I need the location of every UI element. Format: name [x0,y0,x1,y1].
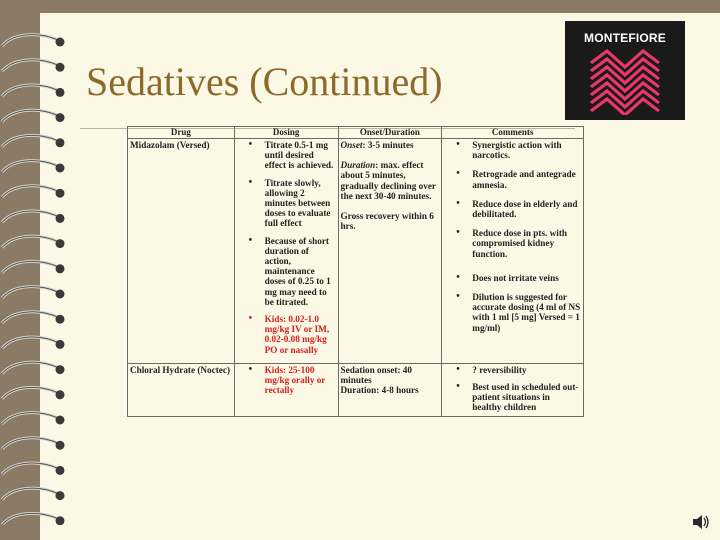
onset-cell [338,139,442,364]
recovery-line: Gross recovery within 6 hrs. [340,211,434,232]
spiral-ring [2,236,58,247]
spiral-hole [56,466,65,475]
spiral-ring [2,161,58,172]
spiral-hole [56,390,65,399]
spiral-ring [2,85,58,96]
spiral-hole [56,239,65,248]
logo-text: MONTEFIORE [584,31,666,45]
duration-label: Duration [340,160,376,171]
spiral-ring [2,110,58,121]
comments-cell [442,363,584,416]
spiral-hole [56,214,65,223]
comment-item: • Reduce dose in elderly and debilitated. [444,199,581,219]
montefiore-logo [565,21,685,120]
spiral-hole [56,113,65,122]
spiral-hole [56,189,65,198]
spiral-ring [2,463,58,474]
spiral-ring [2,362,58,373]
comment-item: • Best used in scheduled out-patient situations in healthy children [444,382,581,413]
spiral-ring [2,513,58,524]
spiral-hole [56,416,65,425]
spiral-ring [2,287,58,298]
header-dosing: Dosing [234,127,338,139]
spiral-ring [2,488,58,499]
duration-line: Duration: 4-8 hours [340,385,419,396]
comment-item: • Does not irritate veins [444,273,581,283]
drug-cell: Midazolam (Versed) [128,139,235,364]
onset-cell [338,363,442,416]
spiral-ring [2,438,58,449]
table-row [128,363,584,416]
table-row [128,139,584,364]
spiral-hole [56,138,65,147]
spiral-ring [2,60,58,71]
spiral-hole [56,315,65,324]
dosing-item: • Titrate slowly, allowing 2 minutes between doses to evaluate full effect [237,178,336,229]
onset-label: Onset [340,140,363,150]
spiral-hole [56,290,65,299]
spiral-hole [56,491,65,500]
comment-item: • Retrograde and antegrade amnesia. [444,169,581,189]
onset-value: : 3-5 minutes [362,140,414,150]
duration-line [341,160,440,201]
speaker-icon[interactable] [690,512,712,532]
comment-item: • Synergistic action with narcotics. [444,140,581,160]
drug-cell: Chloral Hydrate (Noctec) [128,363,235,416]
spiral-ring [2,387,58,398]
spiral-ring [2,211,58,222]
spiral-hole [56,164,65,173]
spiral-hole [56,38,65,47]
header-onset-duration: Onset/Duration [338,127,442,139]
spiral-ring [2,312,58,323]
spiral-binding [0,20,72,525]
spiral-hole [56,88,65,97]
spiral-hole [56,516,65,525]
comment-item: • Dilution is suggested for accurate dosing (4 ml of NS with 1 ml [5 mg] Versed = 1 mg/ml) [444,292,581,333]
dosing-text: Kids: 25-100 mg/kg orally or [264,364,326,386]
dosing-item: • Titrate 0.5-1 mg until desired effect is achieved. [237,140,336,171]
dosing-item: • Because of short duration of action, maintenance doses of 0.25 to 1 mg may need to be titrated. [237,236,336,307]
spiral-ring [2,413,58,424]
duration-value: : max. effect about 5 minutes, gradually declining over the next 30-40 minutes. [340,160,436,201]
spiral-hole [56,63,65,72]
spiral-ring [2,261,58,272]
dosing-item: • Kids: 0.02-1.0 mg/kg IV or IM, 0.02-0.08 mg/kg PO or nasally [237,314,336,355]
spiral-ring [2,35,58,46]
spiral-hole [56,264,65,273]
header-comments: Comments [442,127,584,139]
spiral-hole [56,441,65,450]
spiral-ring [2,337,58,348]
onset-line [341,140,440,150]
spiral-ring [2,186,58,197]
dosing-red-text: rectally [264,385,295,396]
header-drug: Drug [128,127,235,139]
comment-item: • Reduce dose in pts. with compromised kidney function. [444,228,581,259]
dosing-cell [234,363,338,416]
logo-stripes-icon [587,49,663,115]
dosing-item [237,365,336,396]
spiral-hole [56,365,65,374]
comments-cell [442,139,584,364]
slide-title: Sedatives (Continued) [86,59,443,104]
sedatives-table [127,126,584,417]
comment-item: • ? reversibility [444,365,581,375]
spiral-hole [56,340,65,349]
spiral-ring [2,135,58,146]
table-header-row [128,127,584,139]
onset-line: Sedation onset: 40 minutes [340,364,412,386]
dosing-cell [234,139,338,364]
